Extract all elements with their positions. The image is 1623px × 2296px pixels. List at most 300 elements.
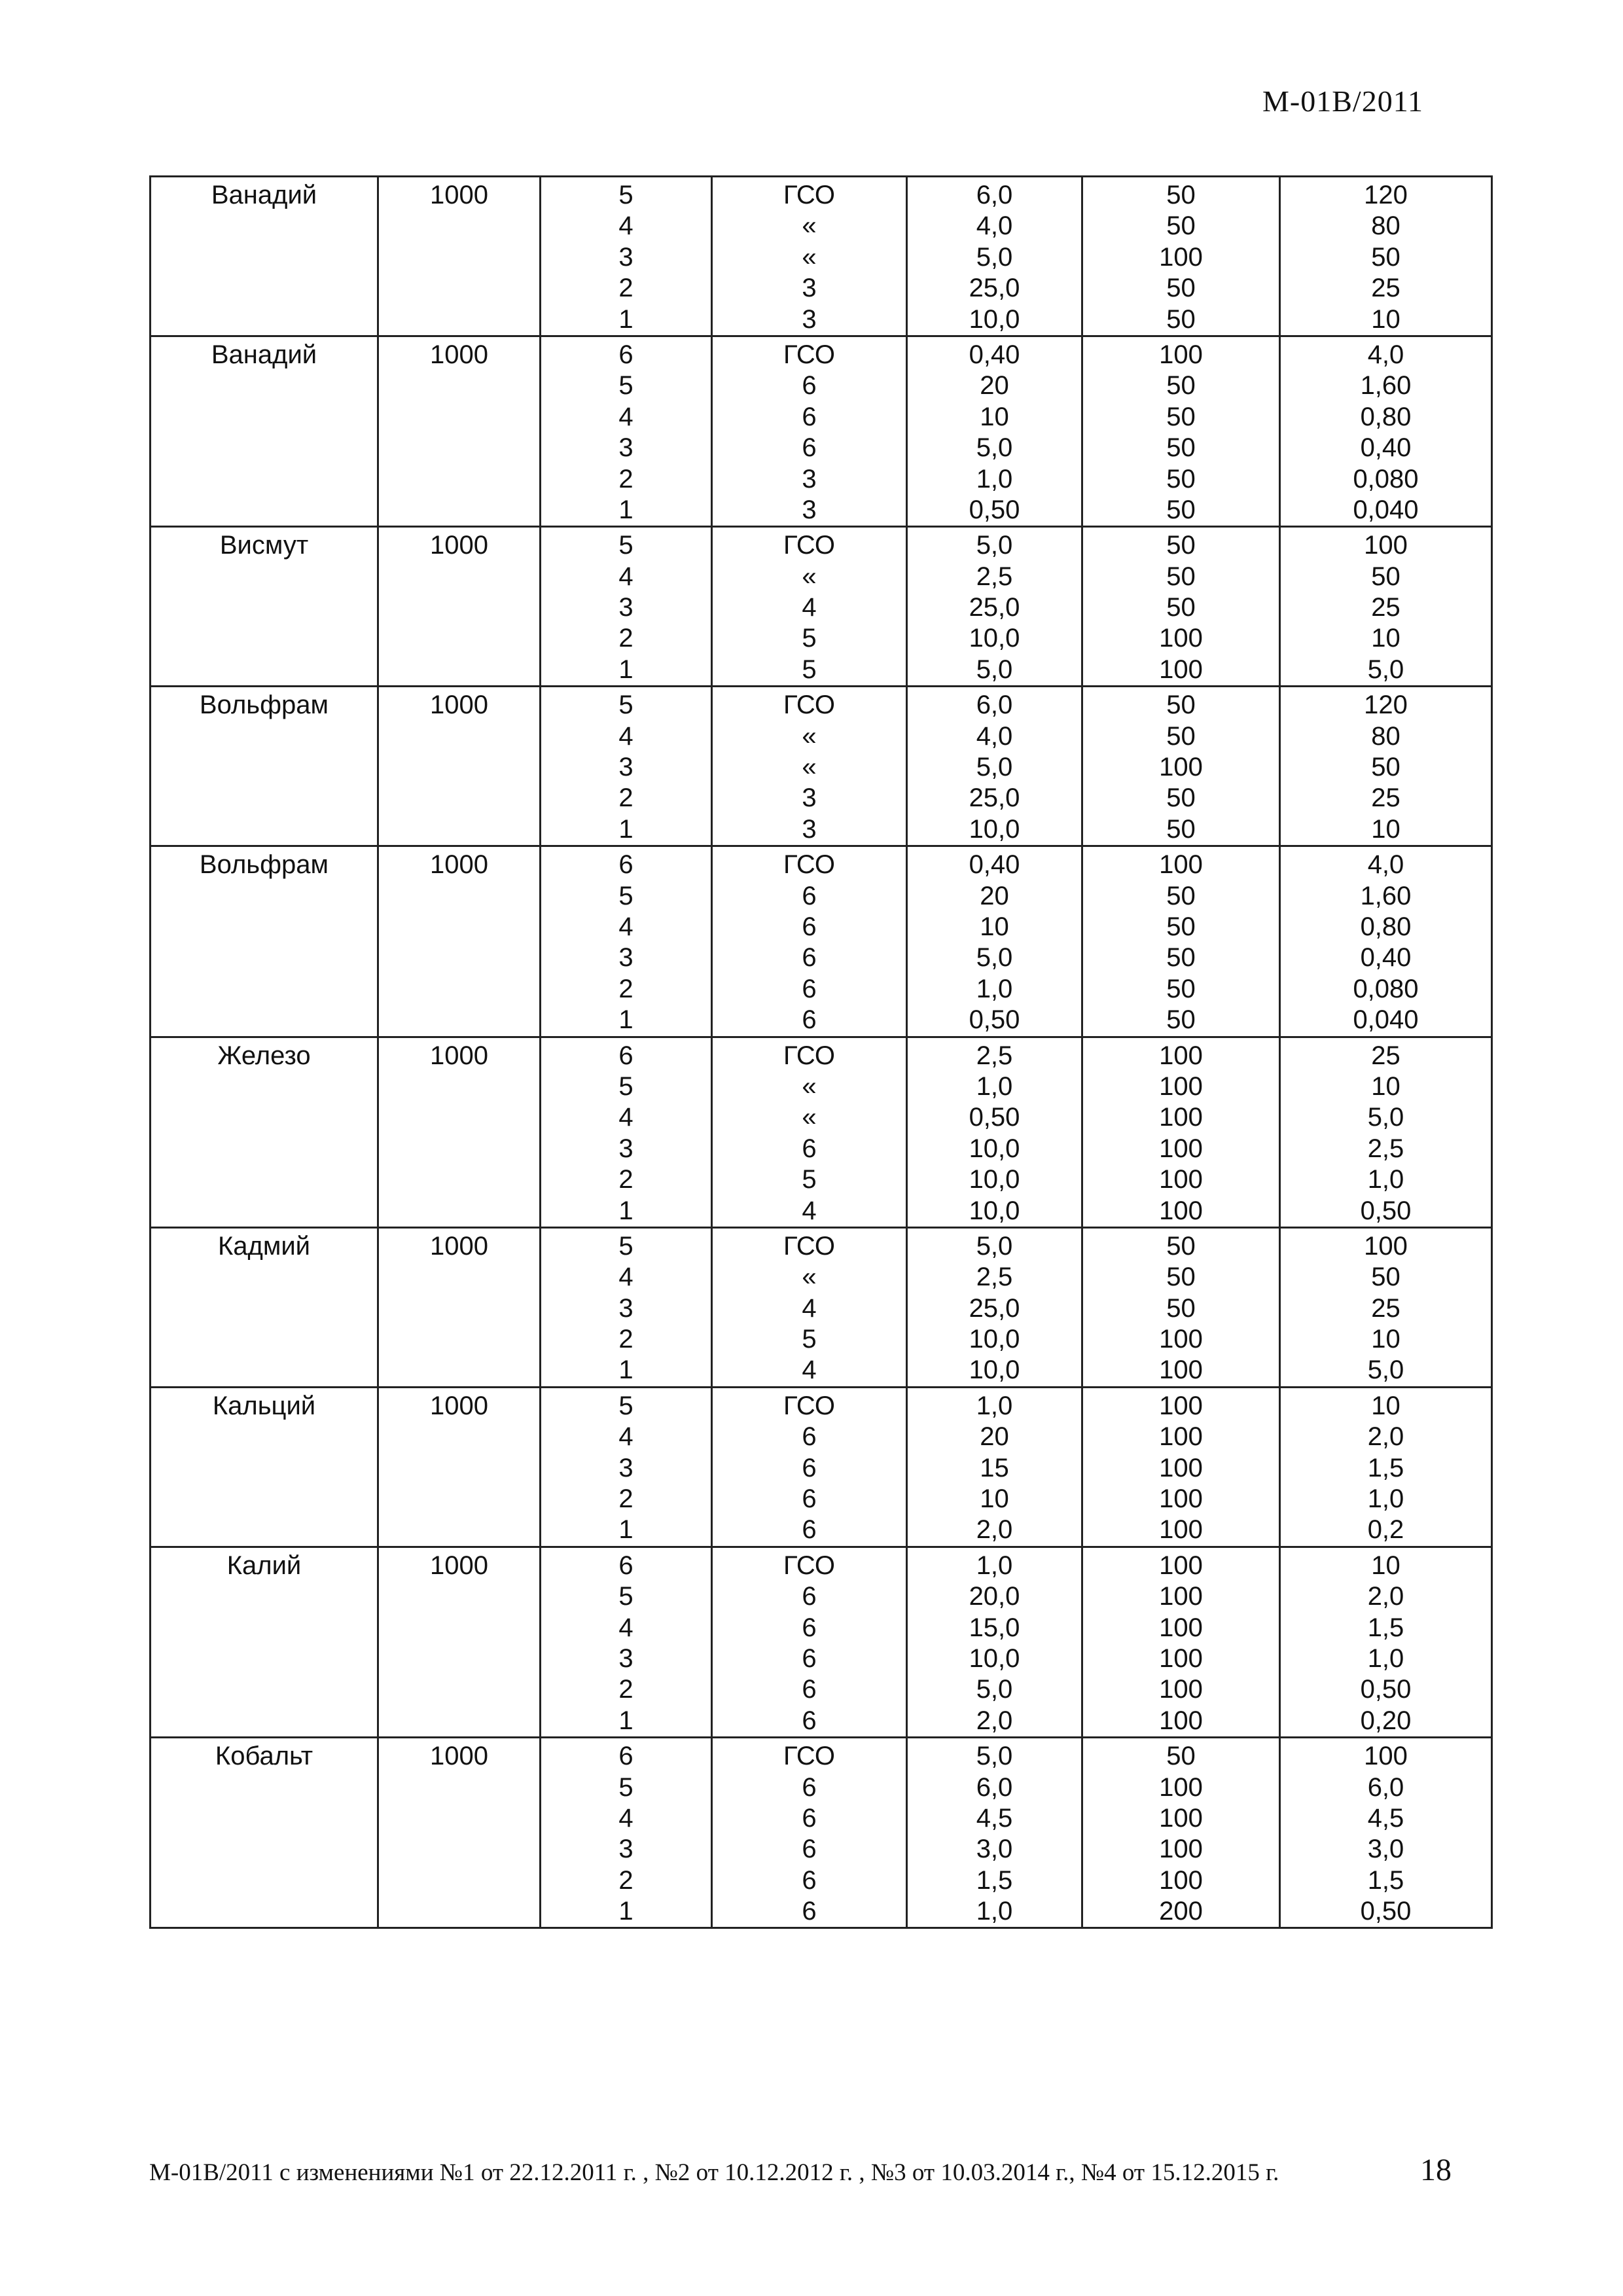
- solution-number-value: 3: [618, 242, 633, 272]
- volume-cell: [1082, 1547, 1280, 1737]
- element-name: Вольфрам: [199, 691, 329, 720]
- solution-number-value: 1: [618, 1706, 633, 1735]
- concentration-value: 50: [1371, 753, 1400, 782]
- concentration-value: 80: [1371, 211, 1400, 241]
- solution-number-value: 2: [618, 974, 633, 1003]
- aliquot-value: 0,50: [969, 1103, 1020, 1132]
- volume-value: 50: [1166, 304, 1196, 334]
- concentration-value: 25: [1371, 274, 1400, 303]
- aliquot-cell: [907, 1227, 1082, 1387]
- concentration-value: 2,0: [1367, 1422, 1404, 1452]
- volume-value: 100: [1159, 1355, 1203, 1385]
- initial-concentration-cell: [378, 1037, 541, 1227]
- element-cell: [151, 527, 378, 687]
- solution-number-value: 5: [618, 1391, 633, 1420]
- volume-value: 100: [1159, 242, 1203, 272]
- solution-number-value: 3: [618, 1453, 633, 1482]
- aliquot-value: 5,0: [976, 753, 1013, 782]
- aliquot-value: 3,0: [976, 1835, 1013, 1864]
- aliquot-value: 2,0: [976, 1706, 1013, 1735]
- volume-value: 100: [1159, 1484, 1203, 1514]
- solution-number-value: 3: [618, 433, 633, 463]
- solution-number-value: 6: [618, 340, 633, 369]
- volume-value: 100: [1159, 1613, 1203, 1642]
- solution-number-value: 5: [618, 1071, 633, 1101]
- concentration-value: 25: [1371, 1293, 1400, 1323]
- volume-value: 100: [1159, 1643, 1203, 1673]
- source-value: 6: [802, 1675, 817, 1704]
- solution-number-value: 5: [618, 531, 633, 560]
- volume-value: 50: [1166, 181, 1196, 209]
- aliquot-value: 0,40: [969, 850, 1020, 880]
- aliquot-value: 10,0: [969, 814, 1020, 844]
- table-row: [151, 336, 1492, 526]
- element-name: Кадмий: [217, 1231, 311, 1261]
- solution-number-value: 1: [618, 1515, 633, 1545]
- source-value: 6: [802, 912, 817, 941]
- concentration-value: 3,0: [1367, 1835, 1404, 1864]
- concentration-value: 0,2: [1367, 1515, 1404, 1545]
- table-row: [151, 1037, 1492, 1227]
- aliquot-value: 5,0: [976, 655, 1013, 684]
- source-value: ГСО: [783, 340, 835, 369]
- element-name: Ванадий: [211, 181, 317, 209]
- volume-value: 100: [1159, 1453, 1203, 1482]
- initial-concentration-cell: [378, 1227, 541, 1387]
- table-row: [151, 1547, 1492, 1737]
- source-value: 4: [802, 1355, 817, 1385]
- aliquot-value: 2,5: [976, 562, 1013, 591]
- concentration-value: 10: [1371, 1551, 1400, 1580]
- concentration-value: 1,60: [1360, 881, 1412, 910]
- source-value: 6: [802, 1422, 817, 1452]
- aliquot-value: 20: [980, 881, 1009, 910]
- solution-number-cell: [541, 336, 712, 526]
- volume-value: 100: [1159, 1803, 1203, 1833]
- volume-value: 50: [1166, 562, 1196, 591]
- source-value: 6: [802, 371, 817, 401]
- aliquot-value: 10: [980, 912, 1009, 941]
- source-value: «: [802, 1263, 817, 1292]
- source-cell: [712, 336, 907, 526]
- source-value: 4: [802, 1196, 817, 1225]
- solution-number-value: 5: [618, 1582, 633, 1611]
- solution-number-value: 6: [618, 850, 633, 880]
- volume-value: 100: [1159, 1865, 1203, 1895]
- volume-value: 50: [1166, 1293, 1196, 1323]
- source-value: 5: [802, 1165, 817, 1194]
- aliquot-value: 10,0: [969, 1134, 1020, 1163]
- concentration-value: 10: [1371, 1071, 1400, 1101]
- source-value: «: [802, 211, 817, 241]
- source-value: ГСО: [783, 531, 835, 560]
- concentration-value: 0,50: [1360, 1196, 1412, 1225]
- source-cell: [712, 1227, 907, 1387]
- solution-number-value: 4: [618, 1103, 633, 1132]
- source-value: 6: [802, 1005, 817, 1035]
- aliquot-value: 5,0: [976, 433, 1013, 463]
- source-value: 4: [802, 593, 817, 622]
- source-value: 6: [802, 974, 817, 1003]
- volume-value: 100: [1159, 1041, 1203, 1070]
- solution-number-value: 1: [618, 1196, 633, 1225]
- solution-number-value: 6: [618, 1551, 633, 1580]
- solution-number-value: 1: [618, 1897, 633, 1926]
- source-value: 3: [802, 464, 817, 493]
- initial-concentration: 1000: [430, 1551, 488, 1580]
- volume-cell: [1082, 687, 1280, 846]
- aliquot-value: 25,0: [969, 1293, 1020, 1323]
- initial-concentration: 1000: [430, 531, 488, 560]
- volume-value: 100: [1159, 655, 1203, 684]
- initial-concentration-cell: [378, 336, 541, 526]
- volume-value: 50: [1166, 402, 1196, 431]
- concentration-value: 2,0: [1367, 1582, 1404, 1611]
- solution-number-value: 6: [618, 1742, 633, 1771]
- source-value: 6: [802, 1706, 817, 1735]
- aliquot-cell: [907, 846, 1082, 1037]
- solution-number-value: 3: [618, 943, 633, 973]
- source-value: ГСО: [783, 850, 835, 880]
- volume-value: 50: [1166, 211, 1196, 241]
- concentration-cell: [1280, 1227, 1492, 1387]
- solution-number-cell: [541, 177, 712, 336]
- source-value: «: [802, 721, 817, 751]
- aliquot-value: 1,0: [976, 1897, 1013, 1926]
- concentration-value: 5,0: [1367, 655, 1404, 684]
- solutions-table: [149, 175, 1493, 1929]
- solution-number-value: 5: [618, 1772, 633, 1802]
- concentration-value: 1,0: [1367, 1484, 1404, 1514]
- volume-value: 50: [1166, 274, 1196, 303]
- solution-number-value: 5: [618, 691, 633, 720]
- source-value: «: [802, 1071, 817, 1101]
- element-name: Вольфрам: [199, 850, 329, 880]
- table-row: [151, 1738, 1492, 1928]
- solution-number-value: 2: [618, 1865, 633, 1895]
- source-value: 6: [802, 1772, 817, 1802]
- solution-number-value: 4: [618, 1263, 633, 1292]
- element-name: Ванадий: [211, 340, 317, 369]
- concentration-value: 1,60: [1360, 371, 1412, 401]
- aliquot-value: 10,0: [969, 1165, 1020, 1194]
- source-cell: [712, 687, 907, 846]
- aliquot-value: 5,0: [976, 943, 1013, 973]
- source-cell: [712, 846, 907, 1037]
- element-cell: [151, 1387, 378, 1547]
- volume-value: 50: [1166, 531, 1196, 560]
- concentration-value: 50: [1371, 1263, 1400, 1292]
- solution-number-value: 2: [618, 624, 633, 653]
- aliquot-value: 10: [980, 402, 1009, 431]
- initial-concentration-cell: [378, 1547, 541, 1737]
- volume-cell: [1082, 1227, 1280, 1387]
- volume-cell: [1082, 1738, 1280, 1928]
- aliquot-value: 6,0: [976, 181, 1013, 209]
- aliquot-cell: [907, 177, 1082, 336]
- concentration-value: 4,5: [1367, 1803, 1404, 1833]
- table-row: [151, 1387, 1492, 1547]
- element-name: Кобальт: [215, 1742, 313, 1771]
- concentration-value: 25: [1371, 783, 1400, 813]
- aliquot-value: 4,0: [976, 211, 1013, 241]
- source-value: 6: [802, 433, 817, 463]
- element-cell: [151, 846, 378, 1037]
- solution-number-value: 2: [618, 783, 633, 813]
- volume-value: 50: [1166, 1263, 1196, 1292]
- solution-number-value: 5: [618, 1231, 633, 1261]
- element-name: Железо: [217, 1041, 311, 1070]
- volume-value: 100: [1159, 1134, 1203, 1163]
- initial-concentration-cell: [378, 527, 541, 687]
- concentration-value: 10: [1371, 1325, 1400, 1354]
- solution-number-value: 1: [618, 304, 633, 334]
- solution-number-value: 1: [618, 655, 633, 684]
- solution-number-value: 2: [618, 1675, 633, 1704]
- volume-cell: [1082, 527, 1280, 687]
- source-value: ГСО: [783, 691, 835, 720]
- source-cell: [712, 1387, 907, 1547]
- solution-number-value: 1: [618, 495, 633, 524]
- solution-number-cell: [541, 1387, 712, 1547]
- table-row: [151, 1227, 1492, 1387]
- source-value: 3: [802, 274, 817, 303]
- element-cell: [151, 1227, 378, 1387]
- table-row: [151, 177, 1492, 336]
- concentration-value: 1,5: [1367, 1613, 1404, 1642]
- volume-value: 50: [1166, 1005, 1196, 1035]
- volume-value: 50: [1166, 912, 1196, 941]
- source-value: ГСО: [783, 1041, 835, 1070]
- concentration-value: 80: [1371, 721, 1400, 751]
- solution-number-value: 2: [618, 1325, 633, 1354]
- solution-number-value: 1: [618, 1355, 633, 1385]
- aliquot-value: 15: [980, 1453, 1009, 1482]
- volume-value: 100: [1159, 1772, 1203, 1802]
- aliquot-value: 5,0: [976, 531, 1013, 560]
- source-value: «: [802, 562, 817, 591]
- initial-concentration: 1000: [430, 1742, 488, 1771]
- aliquot-value: 2,5: [976, 1263, 1013, 1292]
- volume-value: 100: [1159, 624, 1203, 653]
- initial-concentration: 1000: [430, 1231, 488, 1261]
- volume-value: 100: [1159, 1515, 1203, 1545]
- initial-concentration: 1000: [430, 1041, 488, 1070]
- table-row: [151, 846, 1492, 1037]
- source-value: ГСО: [783, 1551, 835, 1580]
- source-value: 3: [802, 495, 817, 524]
- source-value: «: [802, 242, 817, 272]
- concentration-value: 0,080: [1353, 974, 1419, 1003]
- initial-concentration: 1000: [430, 340, 488, 369]
- concentration-value: 10: [1371, 624, 1400, 653]
- volume-value: 100: [1159, 1325, 1203, 1354]
- volume-value: 100: [1159, 1582, 1203, 1611]
- concentration-value: 0,50: [1360, 1675, 1412, 1704]
- element-cell: [151, 336, 378, 526]
- concentration-value: 2,5: [1367, 1134, 1404, 1163]
- solution-number-value: 5: [618, 881, 633, 910]
- concentration-value: 0,040: [1353, 495, 1419, 524]
- solution-number-value: 3: [618, 1293, 633, 1323]
- source-value: 6: [802, 1803, 817, 1833]
- volume-value: 100: [1159, 753, 1203, 782]
- aliquot-value: 25,0: [969, 783, 1020, 813]
- concentration-value: 1,0: [1367, 1643, 1404, 1673]
- volume-value: 100: [1159, 1675, 1203, 1704]
- aliquot-value: 5,0: [976, 1231, 1013, 1261]
- solution-number-value: 4: [618, 562, 633, 591]
- source-value: 6: [802, 1613, 817, 1642]
- volume-value: 50: [1166, 464, 1196, 493]
- table-body: [151, 177, 1492, 1928]
- solution-number-value: 6: [618, 1041, 633, 1070]
- volume-value: 50: [1166, 1742, 1196, 1771]
- element-cell: [151, 687, 378, 846]
- concentration-value: 10: [1371, 304, 1400, 334]
- concentration-value: 4,0: [1367, 340, 1404, 369]
- source-value: 3: [802, 814, 817, 844]
- concentration-value: 1,5: [1367, 1453, 1404, 1482]
- aliquot-cell: [907, 1547, 1082, 1737]
- aliquot-value: 25,0: [969, 593, 1020, 622]
- aliquot-cell: [907, 527, 1082, 687]
- aliquot-cell: [907, 336, 1082, 526]
- source-value: ГСО: [783, 1391, 835, 1420]
- aliquot-value: 2,0: [976, 1515, 1013, 1545]
- concentration-cell: [1280, 177, 1492, 336]
- solution-number-value: 3: [618, 1643, 633, 1673]
- aliquot-value: 4,0: [976, 721, 1013, 751]
- volume-value: 50: [1166, 881, 1196, 910]
- concentration-cell: [1280, 1037, 1492, 1227]
- solution-number-cell: [541, 527, 712, 687]
- aliquot-value: 0,50: [969, 495, 1020, 524]
- volume-value: 50: [1166, 721, 1196, 751]
- aliquot-value: 15,0: [969, 1613, 1020, 1642]
- concentration-value: 100: [1364, 531, 1408, 560]
- concentration-cell: [1280, 687, 1492, 846]
- volume-value: 50: [1166, 371, 1196, 401]
- aliquot-cell: [907, 687, 1082, 846]
- table-row: [151, 527, 1492, 687]
- concentration-value: 0,40: [1360, 433, 1412, 463]
- solution-number-value: 2: [618, 464, 633, 493]
- document-code: М-01В/2011: [1262, 84, 1423, 118]
- concentration-value: 5,0: [1367, 1103, 1404, 1132]
- solution-number-cell: [541, 1547, 712, 1737]
- concentration-value: 25: [1371, 593, 1400, 622]
- volume-value: 50: [1166, 943, 1196, 973]
- source-value: 3: [802, 783, 817, 813]
- source-value: ГСО: [783, 1742, 835, 1771]
- concentration-value: 10: [1371, 1391, 1400, 1420]
- aliquot-value: 10,0: [969, 1196, 1020, 1225]
- volume-value: 50: [1166, 783, 1196, 813]
- initial-concentration-cell: [378, 846, 541, 1037]
- initial-concentration: 1000: [430, 850, 488, 880]
- source-value: ГСО: [783, 1231, 835, 1261]
- solution-number-value: 4: [618, 1613, 633, 1642]
- concentration-value: 1,5: [1367, 1865, 1404, 1895]
- element-cell: [151, 1037, 378, 1227]
- volume-value: 200: [1159, 1897, 1203, 1926]
- aliquot-value: 6,0: [976, 691, 1013, 720]
- source-value: 6: [802, 1484, 817, 1514]
- solution-number-value: 2: [618, 1484, 633, 1514]
- concentration-value: 25: [1371, 1041, 1400, 1070]
- source-value: 6: [802, 1865, 817, 1895]
- concentration-value: 5,0: [1367, 1355, 1404, 1385]
- aliquot-value: 10,0: [969, 304, 1020, 334]
- table-row: [151, 687, 1492, 846]
- concentration-value: 4,0: [1367, 850, 1404, 880]
- initial-concentration-cell: [378, 687, 541, 846]
- aliquot-value: 10,0: [969, 1325, 1020, 1354]
- volume-value: 100: [1159, 1551, 1203, 1580]
- source-cell: [712, 1547, 907, 1737]
- aliquot-value: 10: [980, 1484, 1009, 1514]
- aliquot-value: 10,0: [969, 624, 1020, 653]
- source-value: 4: [802, 1293, 817, 1323]
- volume-cell: [1082, 1037, 1280, 1227]
- aliquot-value: 1,0: [976, 1071, 1013, 1101]
- solution-number-value: 4: [618, 721, 633, 751]
- volume-value: 100: [1159, 1706, 1203, 1735]
- source-value: 6: [802, 402, 817, 431]
- aliquot-value: 5,0: [976, 1675, 1013, 1704]
- source-value: 3: [802, 304, 817, 334]
- aliquot-value: 0,50: [969, 1005, 1020, 1035]
- source-cell: [712, 177, 907, 336]
- aliquot-cell: [907, 1037, 1082, 1227]
- solution-number-cell: [541, 1227, 712, 1387]
- volume-value: 50: [1166, 433, 1196, 463]
- source-value: ГСО: [783, 181, 835, 209]
- source-value: 5: [802, 655, 817, 684]
- concentration-cell: [1280, 1738, 1492, 1928]
- aliquot-value: 1,0: [976, 464, 1013, 493]
- solution-number-value: 2: [618, 1165, 633, 1194]
- source-value: 5: [802, 624, 817, 653]
- source-value: 6: [802, 1134, 817, 1163]
- volume-value: 100: [1159, 1165, 1203, 1194]
- volume-value: 50: [1166, 1231, 1196, 1261]
- concentration-value: 100: [1364, 1742, 1408, 1771]
- concentration-cell: [1280, 1387, 1492, 1547]
- volume-value: 100: [1159, 340, 1203, 369]
- element-name: Висмут: [219, 531, 309, 560]
- solution-number-value: 3: [618, 1134, 633, 1163]
- aliquot-value: 6,0: [976, 1772, 1013, 1802]
- source-value: 5: [802, 1325, 817, 1354]
- solution-number-value: 4: [618, 1422, 633, 1452]
- solution-number-value: 3: [618, 1835, 633, 1864]
- source-cell: [712, 1037, 907, 1227]
- solution-number-cell: [541, 1037, 712, 1227]
- concentration-value: 0,040: [1353, 1005, 1419, 1035]
- volume-cell: [1082, 177, 1280, 336]
- solution-number-value: 4: [618, 211, 633, 241]
- source-value: «: [802, 1103, 817, 1132]
- concentration-value: 0,080: [1353, 464, 1419, 493]
- solution-number-value: 1: [618, 1005, 633, 1035]
- solution-number-value: 5: [618, 371, 633, 401]
- aliquot-cell: [907, 1738, 1082, 1928]
- source-cell: [712, 1738, 907, 1928]
- solution-number-value: 1: [618, 814, 633, 844]
- solution-number-cell: [541, 687, 712, 846]
